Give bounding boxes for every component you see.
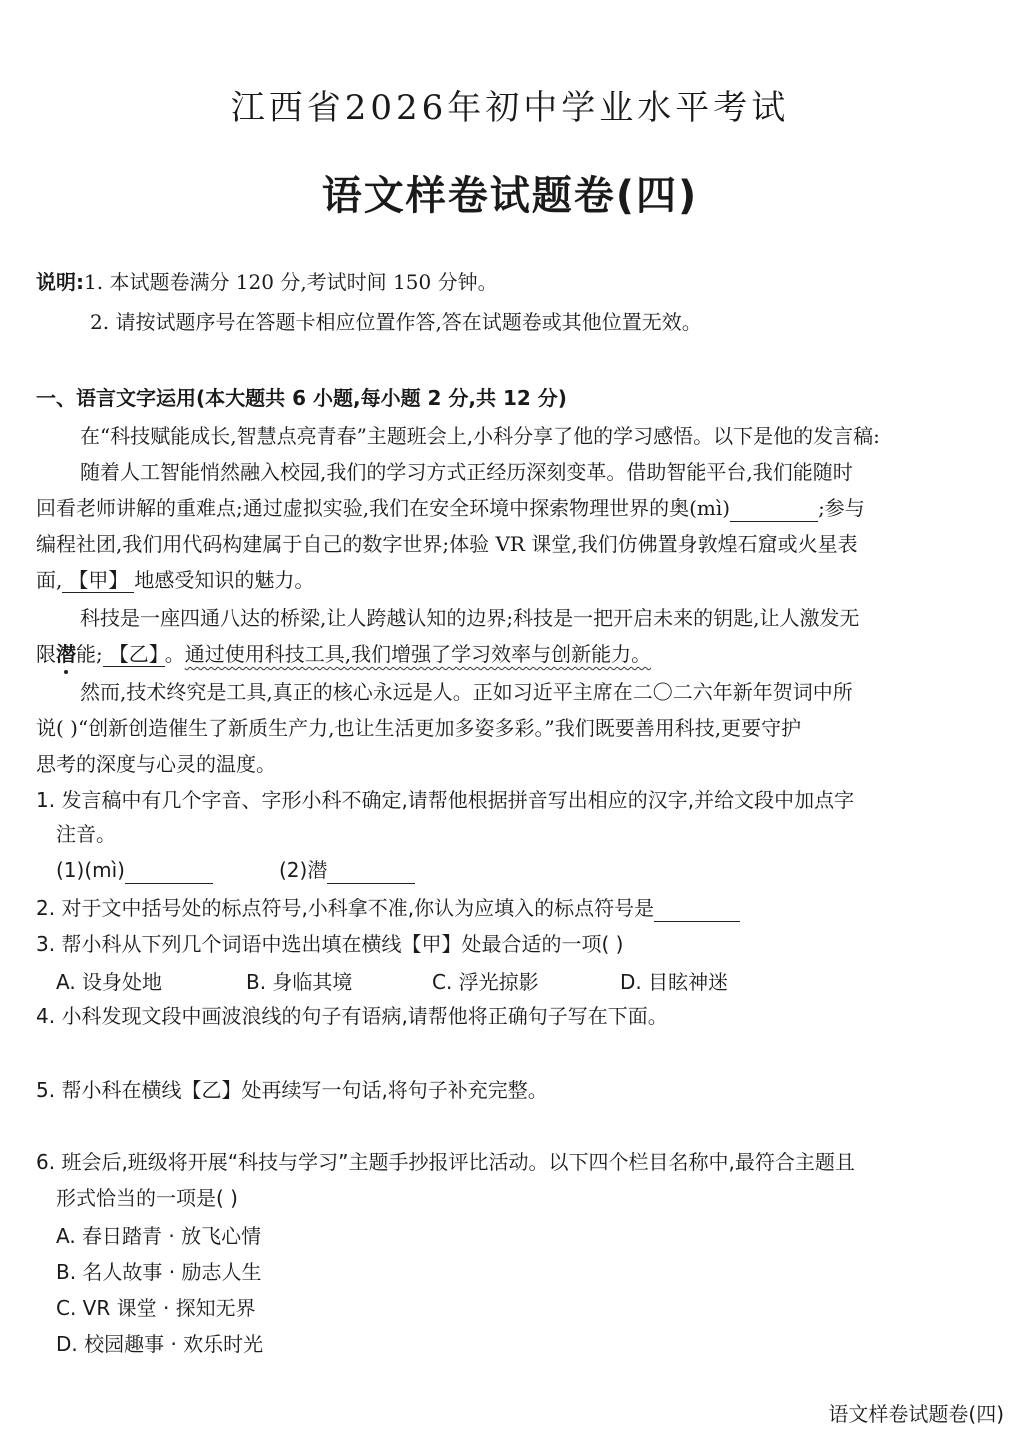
passage-p2-line2 xyxy=(36,640,966,668)
passage-text: 限 xyxy=(36,642,56,666)
dotted-character: 潜 xyxy=(56,642,76,666)
passage-p1-line4 xyxy=(36,566,966,594)
q6-option-b: B. 名人故事 · 励志人生 xyxy=(56,1260,262,1284)
answer-blank-q1a xyxy=(125,861,213,884)
q1-part-b: (2)潜 xyxy=(278,858,328,882)
passage-text: 回看老师讲解的重难点;通过虚拟实验,我们在安全环境中探索物理世界的奥(mì) xyxy=(36,496,731,520)
question-3: 3. 帮小科从下列几个词语中选出填在横线【甲】处最合适的一项( ) xyxy=(36,932,624,956)
q6-option-d: D. 校园趣事 · 欢乐时光 xyxy=(56,1332,264,1356)
wavy-underlined-sentence: 通过使用科技工具,我们增强了学习效率与创新能力。 xyxy=(184,642,652,666)
passage-text: 地感受知识的魅力。 xyxy=(134,568,315,592)
answer-blank-mi xyxy=(730,499,818,522)
blank-tag-jia: 【甲】 xyxy=(62,568,134,593)
question-1-answers xyxy=(56,856,986,884)
page-footer: 语文样卷试题卷(四) xyxy=(828,1402,1004,1426)
q3-option-c: C. 浮光掠影 xyxy=(432,970,539,994)
passage-p1-line1: 随着人工智能悄然融入校园,我们的学习方式正经历深刻变革。借助智能平台,我们能随时 xyxy=(80,460,853,484)
passage-p1-line3: 编程社团,我们用代码构建属于自己的数字世界;体验 VR 课堂,我们仿佛置身敦煌石窟或火星表 xyxy=(36,532,858,556)
passage-p3-line1: 然而,技术终究是工具,真正的核心永远是人。正如习近平主席在二〇二六年新年贺词中所 xyxy=(80,680,853,704)
question-4: 4. 小科发现文段中画波浪线的句子有语病,请帮他将正确句子写在下面。 xyxy=(36,1004,668,1028)
instructions-line-1 xyxy=(36,268,966,296)
q3-option-a: A. 设身处地 xyxy=(56,970,163,994)
passage-p3-line2: 说( )“创新创造催生了新质生产力,也让生活更加多姿多彩。”我们既要善用科技,更要守护 xyxy=(36,716,802,740)
question-6-line1: 6. 班会后,班级将开展“科技与学习”主题手抄报评比活动。以下四个栏目名称中,最符合主题且 xyxy=(36,1150,855,1174)
blank-tag-yi: 【乙】 xyxy=(103,642,165,667)
passage-text: 。 xyxy=(164,642,185,666)
q2-text: 2. 对于文中括号处的标点符号,小科拿不准,你认为应填入的标点符号是 xyxy=(36,896,655,920)
question-1-line2: 注音。 xyxy=(56,822,116,846)
passage-p1-line2 xyxy=(36,494,966,522)
passage-p3-line3: 思考的深度与心灵的温度。 xyxy=(36,752,276,776)
instructions-item-1: 1. 本试题卷满分 120 分,考试时间 150 分钟。 xyxy=(84,270,498,294)
exam-title: 江西省2026年初中学业水平考试 xyxy=(230,88,790,128)
q6-option-c: C. VR 课堂 · 探知无界 xyxy=(56,1296,256,1320)
q3-option-d: D. 目眩神迷 xyxy=(620,970,729,994)
instructions-label: 说明: xyxy=(36,270,84,294)
question-6-line2: 形式恰当的一项是( ) xyxy=(56,1186,238,1210)
passage-intro: 在“科技赋能成长,智慧点亮青春”主题班会上,小科分享了他的学习感悟。以下是他的发言稿: xyxy=(80,424,880,448)
question-1-line1: 1. 发言稿中有几个字音、字形小科不确定,请帮他根据拼音写出相应的汉字,并给文段中加点字 xyxy=(36,788,855,812)
passage-text: 面, xyxy=(36,568,63,592)
instructions-item-2: 2. 请按试题序号在答题卡相应位置作答,答在试题卷或其他位置无效。 xyxy=(90,310,702,334)
answer-blank-q2 xyxy=(654,899,740,922)
q6-option-a: A. 春日踏青 · 放飞心情 xyxy=(56,1224,262,1248)
q1-part-a: (1)(mì) xyxy=(56,858,125,882)
question-2 xyxy=(36,894,966,922)
question-5: 5. 帮小科在横线【乙】处再续写一句话,将句子补充完整。 xyxy=(36,1078,548,1102)
q3-option-b: B. 身临其境 xyxy=(246,970,353,994)
exam-subtitle: 语文样卷试题卷(四) xyxy=(321,173,699,219)
section-heading: 一、语言文字运用(本大题共 6 小题,每小题 2 分,共 12 分) xyxy=(36,386,567,410)
passage-p2-line1: 科技是一座四通八达的桥梁,让人跨越认知的边界;科技是一把开启未来的钥匙,让人激发无 xyxy=(80,606,860,630)
answer-blank-q1b xyxy=(327,861,415,884)
passage-text: ;参与 xyxy=(818,496,865,520)
passage-text: 能; xyxy=(76,642,103,666)
